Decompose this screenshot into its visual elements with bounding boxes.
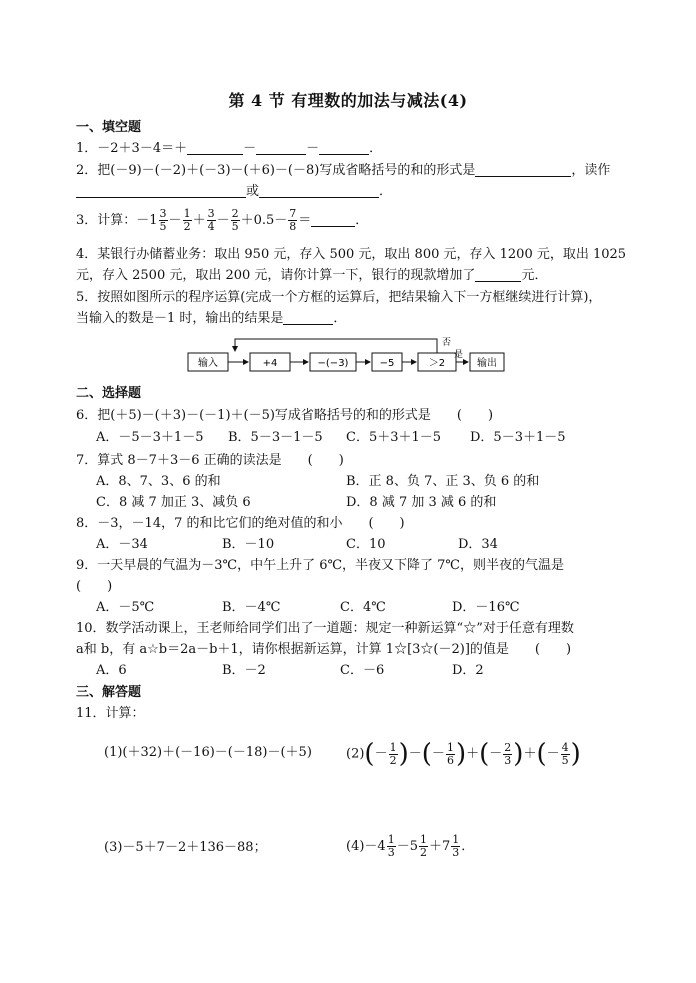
- q3-end: ．: [355, 213, 369, 228]
- question-3: [76, 206, 368, 236]
- q3-fraction: $\frac{2}{5}$: [231, 207, 239, 233]
- q8-option-b[interactable]: B．－10: [222, 537, 275, 552]
- q11-p4-end: ．: [461, 839, 475, 854]
- question-9: 9．一天早晨的气温为－3℃，中午上升了 6℃，半夜又下降了 7℃，则半夜的气温是: [76, 558, 564, 573]
- q11-p2-fraction: $\frac{1}{2}$: [389, 740, 397, 767]
- q2-end: ．: [379, 184, 393, 199]
- flow-loop-arrow: [235, 339, 437, 353]
- q11-p2-fraction: $\frac{4}{5}$: [561, 740, 569, 767]
- flow-minus-neg3-label: −(−3): [317, 358, 349, 369]
- q3-op: ＋: [192, 213, 206, 228]
- flow-yes-label: 是: [454, 350, 464, 360]
- q1-minus: －: [243, 141, 257, 156]
- question-6: 6．把(＋5)－(＋3)－(－1)＋(－5)写成省略括号的和的形式是 ( ): [76, 408, 494, 423]
- q11-p4-fraction: $\frac{1}{3}$: [452, 833, 460, 859]
- question-7: 7．算式 8－7＋3－6 正确的读法是 ( ): [76, 453, 344, 468]
- flow-output-label: 输出: [477, 358, 497, 369]
- q3-op: －: [216, 213, 230, 228]
- question-5-line-2: [76, 309, 346, 329]
- q2-blank-3[interactable]: [259, 183, 379, 198]
- q11-part-1: (1)(＋32)＋(－16)－(－18)－(＋5): [104, 745, 312, 760]
- q10-option-c[interactable]: C．－6: [340, 663, 385, 678]
- q1-blank-1[interactable]: [187, 140, 243, 155]
- q8-option-d[interactable]: D．34: [458, 537, 498, 552]
- question-2-line-1: [76, 161, 610, 181]
- q1-blank-2[interactable]: [256, 140, 306, 155]
- q9-option-a[interactable]: A．－5℃: [96, 600, 155, 615]
- q11-part-3: (3)－5＋7－2＋136－88；: [104, 840, 267, 855]
- q10-option-d[interactable]: D．2: [452, 663, 484, 678]
- q7-option-a[interactable]: A．8、7、3、6 的和: [96, 474, 221, 489]
- q1-blank-3[interactable]: [319, 140, 369, 155]
- q5-end: ．: [333, 311, 347, 326]
- section-choice: 二、选择题: [76, 386, 142, 401]
- question-1: [76, 139, 382, 159]
- q1-end: ．: [369, 141, 383, 156]
- q4-text: 元，存入 2500 元，取出 200 元，请你计算一下，银行的现款增加了: [76, 268, 476, 283]
- q1-text: 1．－2＋3－4＝＋: [76, 141, 188, 156]
- q3-fraction: $\frac{1}{2}$: [183, 207, 191, 233]
- q2-blank-2[interactable]: [76, 183, 246, 198]
- question-10-line-2: a和 b，有 a☆b＝2a－b＋1，请你根据新运算，计算 1☆[3☆(－2)]的值是 ( ): [76, 642, 572, 657]
- flow-gt2-label: ＞2: [428, 358, 446, 369]
- q8-option-a[interactable]: A．－34: [96, 537, 148, 552]
- q11-p2-fraction: $\frac{2}{3}$: [504, 740, 512, 767]
- q10-option-b[interactable]: B．－2: [222, 663, 266, 678]
- q3-fraction: $\frac{7}{8}$: [289, 207, 297, 233]
- q3-fraction: $\frac{3}{5}$: [159, 207, 167, 233]
- q7-option-d[interactable]: D．8 减 7 加 3 减 6 的和: [346, 495, 497, 510]
- q11-p2-fraction: $\frac{1}{6}$: [446, 740, 454, 767]
- question-4-line-1: 4．某银行办储蓄业务：取出 950 元，存入 500 元，取出 800 元，存入 1200 元，取出 1025: [76, 247, 627, 262]
- q6-option-a[interactable]: A．－5－3＋1－5: [96, 430, 204, 445]
- q2-or: 或: [246, 184, 260, 199]
- q6-option-b[interactable]: B．5－3－1－5: [228, 430, 323, 445]
- question-11: 11．计算：: [76, 706, 145, 721]
- q9-option-c[interactable]: C．4℃: [340, 600, 386, 615]
- q11-p4-label: (4)－4: [346, 839, 386, 854]
- q7-option-c[interactable]: C．8 减 7 加正 3、减负 6: [96, 495, 251, 510]
- q3-mid: ＋0.5－: [240, 213, 288, 228]
- question-5-line-1: 5．按照如图所示的程序运算(完成一个方框的运算后，把结果输入下一方框继续进行计算)，: [76, 290, 602, 305]
- q4-blank[interactable]: [475, 267, 521, 282]
- section-solve: 三、解答题: [76, 685, 142, 700]
- q3-eq: ＝: [298, 213, 312, 228]
- flow-no-label: 否: [442, 338, 452, 348]
- q3-blank[interactable]: [311, 212, 355, 227]
- page-title: 第 4 节 有理数的加法与减法(4): [228, 91, 468, 110]
- q11-part-4: [346, 830, 474, 864]
- flow-input-label: 输入: [198, 358, 218, 369]
- q9-paren: ( ): [76, 579, 113, 594]
- q11-p4-fraction: $\frac{1}{3}$: [387, 833, 395, 859]
- q11-p2-label: (2): [346, 746, 365, 762]
- q4-unit: 元．: [521, 268, 548, 283]
- q2-read: ，读作: [571, 163, 611, 178]
- q11-p4-op: ＋7: [428, 839, 451, 854]
- q6-option-c[interactable]: C．5＋3＋1－5: [346, 430, 442, 445]
- question-8: 8．－3，－14，7 的和比它们的绝对值的和小 ( ): [76, 516, 405, 531]
- q2-text: 2．把(－9)－(－2)＋(－3)－(＋6)－(－8)写成省略括号的和的形式是: [76, 163, 476, 178]
- flow-minus5-label: −5: [379, 358, 395, 369]
- q11-p4-fraction: $\frac{1}{2}$: [419, 833, 427, 859]
- question-2-line-2: [76, 182, 392, 202]
- q1-minus: －: [306, 141, 320, 156]
- q3-op: －: [168, 213, 182, 228]
- question-4-line-2: [76, 266, 547, 286]
- program-flowchart: [180, 333, 520, 379]
- q6-option-d[interactable]: D．5－3＋1－5: [470, 430, 566, 445]
- q3-fraction: $\frac{3}{4}$: [207, 207, 215, 233]
- q8-option-c[interactable]: C．10: [346, 537, 386, 552]
- q5-text: 当输入的数是－1 时，输出的结果是: [76, 311, 284, 326]
- question-10-line-1: 10．数学活动课上，王老师给同学们出了一道题：规定一种新运算“☆”对于任意有理数: [76, 621, 574, 636]
- q10-option-a[interactable]: A．6: [96, 663, 127, 678]
- q2-blank-1[interactable]: [475, 162, 571, 177]
- q7-option-b[interactable]: B．正 8、负 7、正 3、负 6 的和: [346, 474, 540, 489]
- q3-prefix: 3．计算：－1: [76, 213, 158, 228]
- q9-option-b[interactable]: B．－4℃: [222, 600, 281, 615]
- section-fill-in: 一、填空题: [76, 120, 142, 135]
- q11-part-2: (2)(－ $\frac{1}{2}$ )－(－ $\frac{1}{6}$ )＋(－ $\frac{2}{3}$ )＋(－ $\frac{4}{5}$ ): [346, 739, 581, 769]
- q9-option-d[interactable]: D．－16℃: [452, 600, 520, 615]
- flow-plus4-label: +4: [262, 358, 278, 369]
- q5-blank[interactable]: [283, 310, 333, 325]
- q11-p4-op: －5: [396, 839, 418, 854]
